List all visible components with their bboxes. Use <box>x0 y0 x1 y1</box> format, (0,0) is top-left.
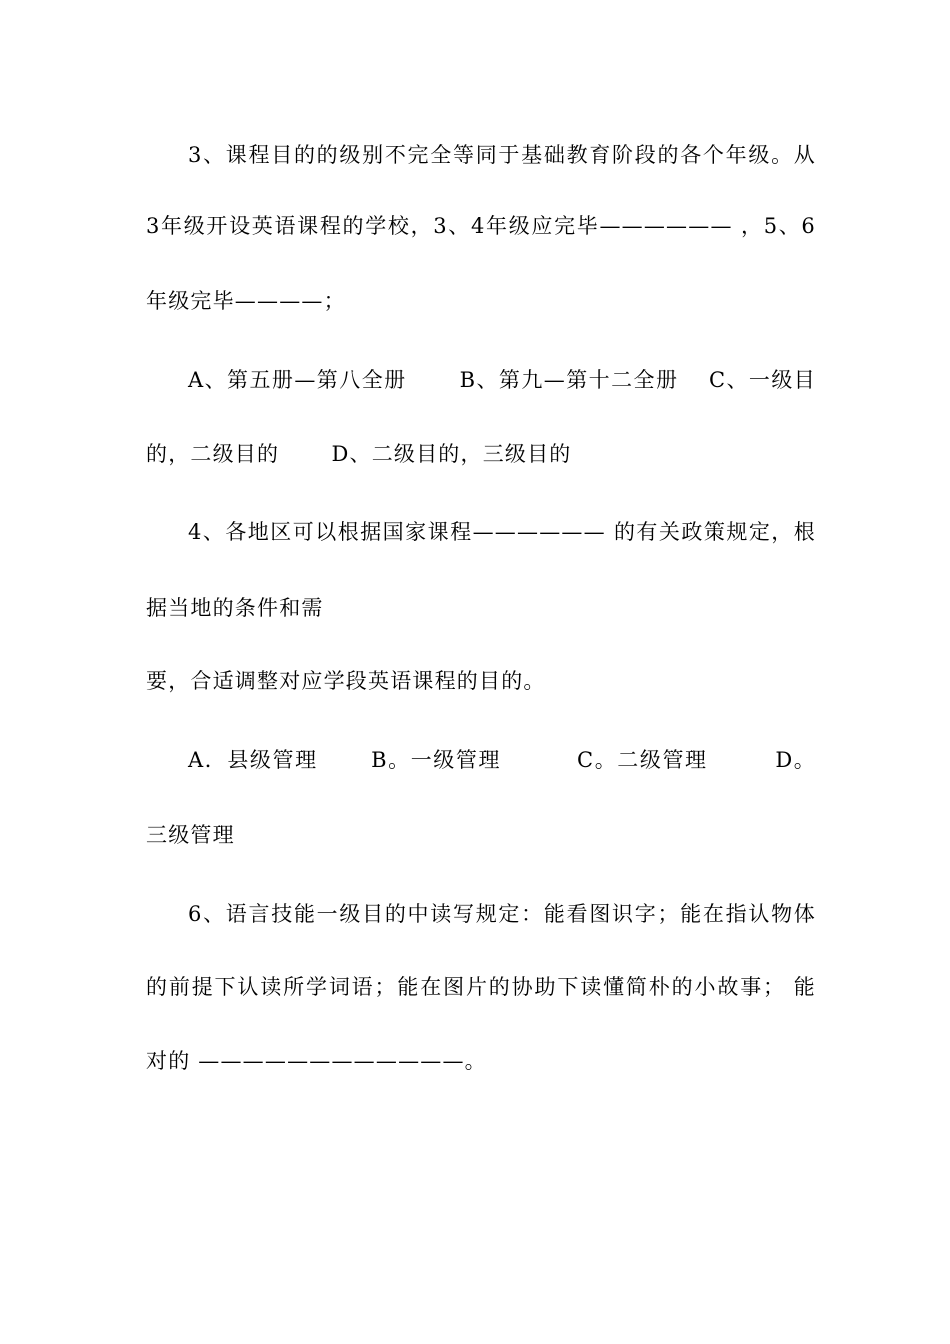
question-4-options-line-2: 三级管理 <box>146 823 235 847</box>
question-3-line-3: 年级完毕————； <box>146 289 346 313</box>
question-3-options-line-1: A、第五册—第八全册 B、第九—第十二全册 C、一级目 <box>188 368 816 392</box>
question-4-line-2: 据当地的条件和需 <box>146 596 324 620</box>
question-6-line-2: 的前提下认读所学词语；能在图片的协助下读懂简朴的小故事； 能 <box>146 975 816 999</box>
question-3-line-1: 3、课程目的的级别不完全等同于基础教育阶段的各个年级。从 <box>188 143 816 167</box>
question-6-line-3: 对的 ————————————。 <box>146 1049 487 1073</box>
question-3-line-2: 3年级开设英语课程的学校，3、4年级应完毕—————— ，5、6 <box>146 214 816 238</box>
question-6-line-1: 6、语言技能一级目的中读写规定：能看图识字；能在指认物体 <box>188 902 816 926</box>
question-4-options-line-1: A．县级管理 B。一级管理 C。二级管理 D。 <box>188 748 816 772</box>
question-4-line-1: 4、各地区可以根据国家课程—————— 的有关政策规定，根 <box>188 520 816 544</box>
question-4-line-3: 要，合适调整对应学段英语课程的目的。 <box>146 669 546 693</box>
question-3-options-line-2: 的，二级目的 D、二级目的，三级目的 <box>146 442 572 466</box>
